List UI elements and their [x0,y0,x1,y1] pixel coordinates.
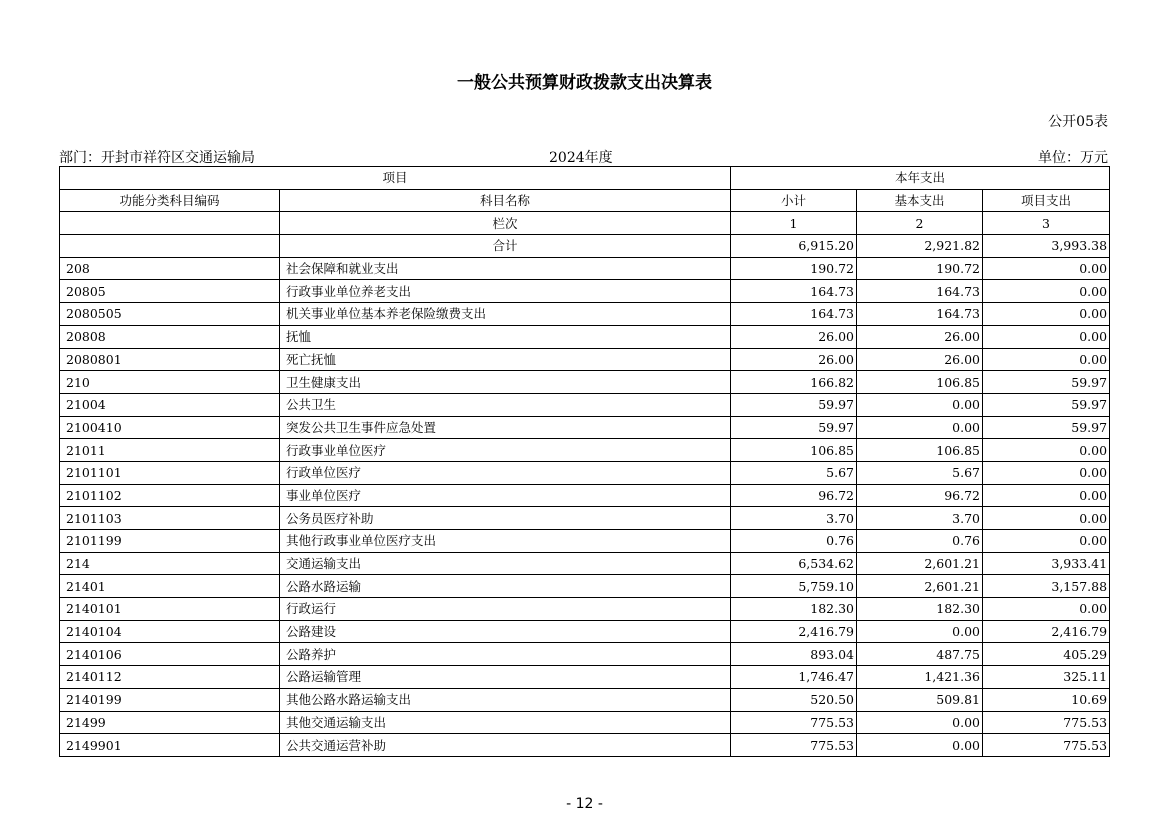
cell-subtotal: 182.30 [731,598,857,621]
cell-basic: 5.67 [857,461,983,484]
table-row [60,393,1110,416]
table-row [60,598,1110,621]
cell-basic: 0.76 [857,530,983,553]
header-project: 项目 [60,167,731,190]
cell-code: 21401 [60,575,280,598]
cell-project: 0.00 [983,530,1110,553]
cell-name: 公共交通运营补助 [280,734,731,757]
table-row [60,711,1110,734]
cell-name: 公共卫生 [280,393,731,416]
table-row [60,575,1110,598]
cell-name: 社会保障和就业支出 [280,257,731,280]
table-row [60,303,1110,326]
cell-code: 2140112 [60,666,280,689]
cell-name: 抚恤 [280,325,731,348]
cell-code: 2140106 [60,643,280,666]
table-row [60,325,1110,348]
cell-name: 行政单位医疗 [280,461,731,484]
cell-name: 其他公路水路运输支出 [280,688,731,711]
cell-basic: 0.00 [857,620,983,643]
cell-basic: 96.72 [857,484,983,507]
cell-subtotal: 1,746.47 [731,666,857,689]
cell-subtotal: 5.67 [731,461,857,484]
cell-project: 59.97 [983,371,1110,394]
table-row [60,620,1110,643]
cell-subtotal: 6,534.62 [731,552,857,575]
cell-subtotal: 166.82 [731,371,857,394]
form-number: 公开05表 [1048,114,1108,130]
cell-basic: 106.85 [857,371,983,394]
cell-code: 2140104 [60,620,280,643]
cell-code: 2080801 [60,348,280,371]
cell-project: 3,157.88 [983,575,1110,598]
page-number: - 12 - [566,796,603,812]
cell-basic: 164.73 [857,280,983,303]
column-index-label: 栏次 [280,212,731,235]
cell-code: 2149901 [60,734,280,757]
cell-code: 2101101 [60,461,280,484]
cell-code: 21011 [60,439,280,462]
cell-project: 0.00 [983,348,1110,371]
cell-subtotal: 164.73 [731,280,857,303]
total-row [60,235,1110,258]
cell-name: 事业单位医疗 [280,484,731,507]
table-row [60,507,1110,530]
cell-name: 交通运输支出 [280,552,731,575]
cell-code: 21004 [60,393,280,416]
table-row [60,643,1110,666]
cell-name: 其他行政事业单位医疗支出 [280,530,731,553]
table-row [60,666,1110,689]
unit-label: 单位：万元 [1038,150,1108,166]
document-title: 一般公共预算财政拨款支出决算表 [457,73,712,93]
cell-project: 2,416.79 [983,620,1110,643]
cell-name: 突发公共卫生事件应急处置 [280,416,731,439]
table-row [60,280,1110,303]
cell-project: 0.00 [983,484,1110,507]
cell-name: 公务员医疗补助 [280,507,731,530]
cell-subtotal: 164.73 [731,303,857,326]
cell-project: 0.00 [983,280,1110,303]
table-row [60,484,1110,507]
cell-project: 0.00 [983,461,1110,484]
cell-project: 0.00 [983,325,1110,348]
cell-code: 2080505 [60,303,280,326]
expenditure-table [59,166,1110,757]
column-index-3: 3 [983,212,1110,235]
header-code: 功能分类科目编码 [60,189,280,212]
table-row [60,371,1110,394]
cell-project: 0.00 [983,507,1110,530]
cell-basic: 26.00 [857,348,983,371]
cell-subtotal: 775.53 [731,734,857,757]
cell-project: 10.69 [983,688,1110,711]
cell-project: 59.97 [983,393,1110,416]
cell-basic: 106.85 [857,439,983,462]
cell-basic: 0.00 [857,416,983,439]
cell-subtotal: 520.50 [731,688,857,711]
cell-project: 0.00 [983,303,1110,326]
cell-name: 公路水路运输 [280,575,731,598]
cell-code: 2101103 [60,507,280,530]
cell-name: 公路养护 [280,643,731,666]
cell-basic: 164.73 [857,303,983,326]
cell-name: 公路建设 [280,620,731,643]
cell-name: 公路运输管理 [280,666,731,689]
cell-code: 2140199 [60,688,280,711]
cell-code: 210 [60,371,280,394]
table-row [60,257,1110,280]
table-row [60,688,1110,711]
cell-project: 0.00 [983,257,1110,280]
header-row-1 [60,167,1110,190]
cell-subtotal: 190.72 [731,257,857,280]
cell-project: 0.00 [983,439,1110,462]
cell-code: 2101199 [60,530,280,553]
cell-basic: 2,601.21 [857,575,983,598]
total-project: 3,993.38 [983,235,1110,258]
cell-basic: 26.00 [857,325,983,348]
cell-name: 机关事业单位基本养老保险缴费支出 [280,303,731,326]
meta-row [59,147,1108,165]
cell-project: 3,933.41 [983,552,1110,575]
cell-code: 2140101 [60,598,280,621]
cell-code: 20808 [60,325,280,348]
table-row [60,530,1110,553]
cell-subtotal: 775.53 [731,711,857,734]
cell-project: 775.53 [983,711,1110,734]
table-row [60,734,1110,757]
cell-code: 20805 [60,280,280,303]
cell-subtotal: 106.85 [731,439,857,462]
cell-name: 卫生健康支出 [280,371,731,394]
cell-name: 行政运行 [280,598,731,621]
cell-basic: 3.70 [857,507,983,530]
cell-basic: 1,421.36 [857,666,983,689]
cell-basic: 0.00 [857,734,983,757]
cell-subtotal: 96.72 [731,484,857,507]
header-row-index [60,212,1110,235]
header-subtotal: 小计 [731,189,857,212]
cell-basic: 0.00 [857,711,983,734]
table-row [60,348,1110,371]
cell-code: 2101102 [60,484,280,507]
header-name: 科目名称 [280,189,731,212]
cell-code: 208 [60,257,280,280]
column-index-1: 1 [731,212,857,235]
cell-code: 214 [60,552,280,575]
table-row [60,439,1110,462]
header-row-2 [60,189,1110,212]
header-basic: 基本支出 [857,189,983,212]
cell-subtotal: 5,759.10 [731,575,857,598]
table-row [60,416,1110,439]
cell-project: 325.11 [983,666,1110,689]
cell-basic: 487.75 [857,643,983,666]
cell-basic: 190.72 [857,257,983,280]
cell-name: 行政事业单位养老支出 [280,280,731,303]
index-empty-cell [60,212,280,235]
cell-subtotal: 59.97 [731,393,857,416]
total-subtotal: 6,915.20 [731,235,857,258]
year-label: 2024年度 [549,150,613,166]
cell-name: 死亡抚恤 [280,348,731,371]
cell-subtotal: 893.04 [731,643,857,666]
cell-name: 行政事业单位医疗 [280,439,731,462]
total-empty-cell [60,235,280,258]
cell-basic: 509.81 [857,688,983,711]
cell-basic: 2,601.21 [857,552,983,575]
header-project-expense: 项目支出 [983,189,1110,212]
cell-name: 其他交通运输支出 [280,711,731,734]
table-row [60,552,1110,575]
cell-code: 2100410 [60,416,280,439]
total-basic: 2,921.82 [857,235,983,258]
column-index-2: 2 [857,212,983,235]
cell-subtotal: 26.00 [731,325,857,348]
cell-subtotal: 59.97 [731,416,857,439]
cell-subtotal: 26.00 [731,348,857,371]
cell-project: 775.53 [983,734,1110,757]
cell-subtotal: 2,416.79 [731,620,857,643]
header-current-year: 本年支出 [731,167,1110,190]
cell-subtotal: 3.70 [731,507,857,530]
table-row [60,461,1110,484]
cell-project: 0.00 [983,598,1110,621]
total-label: 合计 [280,235,731,258]
cell-basic: 0.00 [857,393,983,416]
cell-project: 405.29 [983,643,1110,666]
cell-project: 59.97 [983,416,1110,439]
department-label: 部门：开封市祥符区交通运输局 [59,150,255,166]
cell-subtotal: 0.76 [731,530,857,553]
cell-code: 21499 [60,711,280,734]
cell-basic: 182.30 [857,598,983,621]
